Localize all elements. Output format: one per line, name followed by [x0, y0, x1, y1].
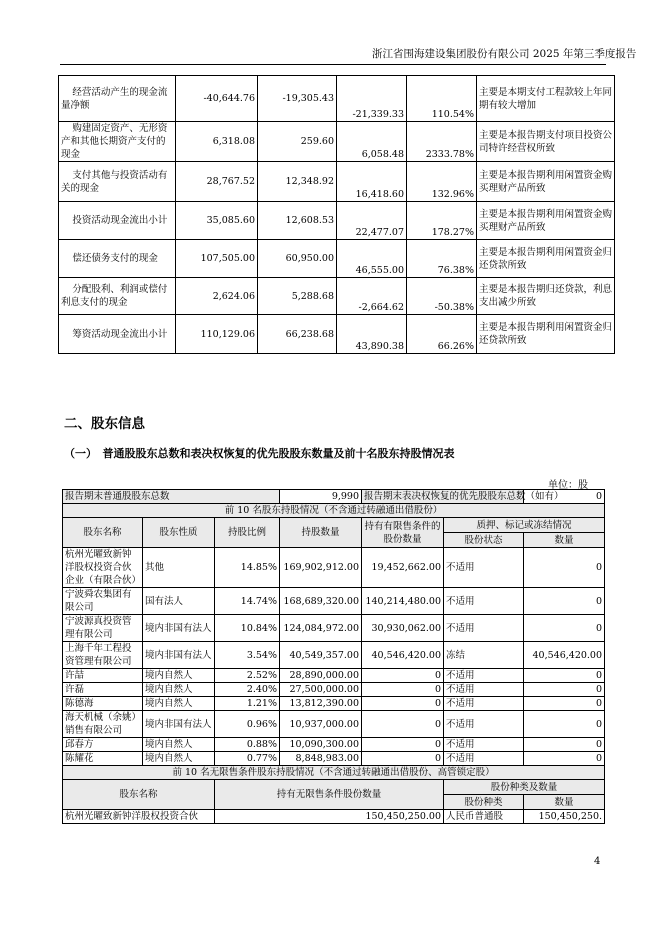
cashflow-prior: 5,288.68 — [258, 278, 337, 315]
shareholder-nature: 境内非国有法人 — [143, 711, 215, 738]
shareholder-restricted: 0 — [362, 669, 444, 683]
u-col-qty: 持有无限售条件股份数量 — [215, 780, 444, 810]
report-header: 浙江省围海建设集团股份有限公司 2025 年第三季度报告 — [372, 48, 637, 60]
u-col-name: 股东名称 — [63, 780, 215, 810]
shareholder-restricted: 0 — [362, 752, 444, 766]
cashflow-reason: 主要是本报告期利用闲置资金归还贷款所致 — [477, 315, 615, 354]
shareholder-ratio: 14.74% — [215, 588, 280, 615]
cashflow-reason: 主要是本报告期利用闲置资金购买理财产品所致 — [477, 202, 615, 240]
shareholder-qty: 168,689,320.00 — [280, 588, 362, 615]
cashflow-row — [59, 202, 615, 240]
shareholder-row — [63, 642, 605, 669]
total-holders-label: 报告期末普通股股东总数 — [63, 490, 280, 504]
shareholder-qty: 10,937,000.00 — [280, 711, 362, 738]
shareholder-qty: 13,812,390.00 — [280, 697, 362, 711]
shareholder-name: 许喆 — [63, 669, 143, 683]
shareholder-pledge-amount: 0 — [524, 588, 605, 615]
shareholder-name: 宁波源真投资管理有限公司 — [63, 615, 143, 642]
shareholder-name: 上海千年工程投资管理有限公司 — [63, 642, 143, 669]
cashflow-change: 6,058.48 — [337, 122, 407, 162]
header-divider — [60, 64, 606, 65]
cashflow-item: 偿还债务支付的现金 — [59, 240, 176, 278]
u-col-amount: 数量 — [524, 795, 605, 810]
col-status: 股份状态 — [444, 533, 524, 548]
cashflow-prior: 259.60 — [258, 122, 337, 162]
cashflow-current: 2,624.06 — [176, 278, 258, 315]
shareholder-pledge-amount: 0 — [524, 697, 605, 711]
u-col-type: 股份种类 — [444, 795, 524, 810]
shareholder-qty: 28,890,000.00 — [280, 669, 362, 683]
shareholder-status: 冻结 — [444, 642, 524, 669]
cashflow-reason: 主要是本报告期利用闲置资金购买理财产品所致 — [477, 162, 615, 202]
cashflow-change-pct: -50.38% — [407, 278, 477, 315]
shareholder-restricted: 30,930,062.00 — [362, 615, 444, 642]
cashflow-table — [58, 75, 615, 354]
shareholder-qty: 169,902,912.00 — [280, 548, 362, 588]
shareholder-pledge-amount: 0 — [524, 738, 605, 752]
unrestricted-name: 杭州光曜致新钟洋股权投资合伙 — [63, 810, 215, 824]
shareholder-nature: 国有法人 — [143, 588, 215, 615]
cashflow-row — [59, 278, 615, 315]
shareholder-name: 邱春方 — [63, 738, 143, 752]
cashflow-change-pct: 132.96% — [407, 162, 477, 202]
total-holders-value: 9,990 — [280, 490, 362, 504]
cashflow-change: -2,664.62 — [337, 278, 407, 315]
shareholder-ratio: 1.21% — [215, 697, 280, 711]
shareholder-name: 陈德海 — [63, 697, 143, 711]
shareholder-nature: 境内自然人 — [143, 669, 215, 683]
shareholder-row — [63, 588, 605, 615]
cashflow-current: 6,318.08 — [176, 122, 258, 162]
shareholder-ratio: 0.88% — [215, 738, 280, 752]
shareholder-status: 不适用 — [444, 697, 524, 711]
shareholder-ratio: 3.54% — [215, 642, 280, 669]
page-number: 4 — [594, 856, 601, 867]
cashflow-reason: 主要是本报告期支付项目投资公司特许经营权所致 — [477, 122, 615, 162]
cashflow-change-pct: 66.26% — [407, 315, 477, 354]
shareholder-status: 不适用 — [444, 711, 524, 738]
cashflow-prior: -19,305.43 — [258, 76, 337, 122]
cashflow-row — [59, 122, 615, 162]
shareholder-restricted: 19,452,662.00 — [362, 548, 444, 588]
shareholder-qty: 27,500,000.00 — [280, 683, 362, 697]
shareholder-nature: 境内自然人 — [143, 738, 215, 752]
pref-holders-label: 报告期末表决权恢复的优先股股东总数（如有） — [362, 490, 524, 504]
cashflow-current: 110,129.06 — [176, 315, 258, 354]
cashflow-change-pct: 178.27% — [407, 202, 477, 240]
shareholder-status: 不适用 — [444, 683, 524, 697]
shareholder-ratio: 2.52% — [215, 669, 280, 683]
shareholder-table — [62, 489, 605, 824]
unrestricted-row — [63, 810, 605, 824]
cashflow-prior: 60,950.00 — [258, 240, 337, 278]
shareholder-row — [63, 752, 605, 766]
shareholder-restricted: 0 — [362, 711, 444, 738]
shareholder-name: 陈耀花 — [63, 752, 143, 766]
cashflow-reason: 主要是本报告期利用闲置资金归还贷款所致 — [477, 240, 615, 278]
shareholder-nature: 境内自然人 — [143, 683, 215, 697]
shareholder-qty: 40,549,357.00 — [280, 642, 362, 669]
col-ratio: 持股比例 — [215, 518, 280, 548]
pref-holders-value: 0 — [524, 490, 605, 504]
shareholder-ratio: 10.84% — [215, 615, 280, 642]
shareholder-row — [63, 711, 605, 738]
cashflow-item: 投资活动现金流出小计 — [59, 202, 176, 240]
unrestricted-type: 人民币普通股 — [444, 810, 524, 824]
cashflow-row — [59, 76, 615, 122]
shareholder-row — [63, 683, 605, 697]
shareholder-row — [63, 669, 605, 683]
cashflow-change: 43,890.38 — [337, 315, 407, 354]
shareholder-name: 宁波舜农集团有限公司 — [63, 588, 143, 615]
cashflow-item: 筹资活动现金流出小计 — [59, 315, 176, 354]
u-col-kind: 股份种类及数量 — [444, 780, 605, 795]
cashflow-row — [59, 162, 615, 202]
cashflow-change: -21,339.33 — [337, 76, 407, 122]
col-qty: 持股数量 — [280, 518, 362, 548]
shareholder-restricted: 0 — [362, 683, 444, 697]
unrestricted-qty: 150,450,250.00 — [215, 810, 444, 824]
unrestricted-amount: 150,450,250. — [524, 810, 605, 824]
shareholder-pledge-amount: 0 — [524, 711, 605, 738]
col-nature: 股东性质 — [143, 518, 215, 548]
col-amount: 数量 — [524, 533, 605, 548]
cashflow-row — [59, 315, 615, 354]
shareholder-status: 不适用 — [444, 738, 524, 752]
shareholder-name: 海天机械（余姚）销售有限公司 — [63, 711, 143, 738]
cashflow-change-pct: 76.38% — [407, 240, 477, 278]
col-pledge: 质押、标记或冻结情况 — [444, 518, 605, 533]
shareholder-pledge-amount: 0 — [524, 752, 605, 766]
shareholder-row — [63, 697, 605, 711]
cashflow-item: 经营活动产生的现金流量净额 — [59, 76, 176, 122]
section-subtitle: （一） 普通股股东总数和表决权恢复的优先股股东数量及前十名股东持股情况表 — [64, 447, 455, 460]
cashflow-current: -40,644.76 — [176, 76, 258, 122]
shareholder-ratio: 0.77% — [215, 752, 280, 766]
shareholder-qty: 124,084,972.00 — [280, 615, 362, 642]
section-title: 二、股东信息 — [64, 416, 145, 432]
top10-title: 前 10 名股东持股情况（不含通过转融通出借股份） — [63, 504, 605, 518]
shareholder-restricted: 0 — [362, 697, 444, 711]
shareholder-nature: 境内非国有法人 — [143, 615, 215, 642]
shareholder-pledge-amount: 0 — [524, 548, 605, 588]
shareholder-qty: 8,848,983.00 — [280, 752, 362, 766]
shareholder-status: 不适用 — [444, 615, 524, 642]
shareholder-ratio: 14.85% — [215, 548, 280, 588]
cashflow-change: 16,418.60 — [337, 162, 407, 202]
unit-label: 单位：股 — [548, 480, 588, 491]
shareholder-restricted: 40,546,420.00 — [362, 642, 444, 669]
shareholder-row — [63, 548, 605, 588]
cashflow-row — [59, 240, 615, 278]
cashflow-item: 购建固定资产、无形资产和其他长期资产支付的现金 — [59, 122, 176, 162]
cashflow-change: 22,477.07 — [337, 202, 407, 240]
col-restricted: 持有有限售条件的股份数量 — [362, 518, 444, 548]
shareholder-pledge-amount: 0 — [524, 615, 605, 642]
cashflow-item: 支付其他与投资活动有关的现金 — [59, 162, 176, 202]
cashflow-current: 28,767.52 — [176, 162, 258, 202]
shareholder-nature: 境内非国有法人 — [143, 642, 215, 669]
unrestricted-title: 前 10 名无限售条件股东持股情况（不含通过转融通出借股份、高管锁定股） — [63, 766, 605, 780]
shareholder-row — [63, 738, 605, 752]
cashflow-reason: 主要是本期支付工程款较上年同期有较大增加 — [477, 76, 615, 122]
shareholder-nature: 境内自然人 — [143, 697, 215, 711]
shareholder-status: 不适用 — [444, 752, 524, 766]
shareholder-nature: 其他 — [143, 548, 215, 588]
cashflow-prior: 12,348.92 — [258, 162, 337, 202]
cashflow-item: 分配股利、利润或偿付利息支付的现金 — [59, 278, 176, 315]
col-name: 股东名称 — [63, 518, 143, 548]
shareholder-pledge-amount: 40,546,420.00 — [524, 642, 605, 669]
shareholder-name: 杭州光曜致新钟洋股权投资合伙企业（有限合伙） — [63, 548, 143, 588]
shareholder-pledge-amount: 0 — [524, 683, 605, 697]
shareholder-pledge-amount: 0 — [524, 669, 605, 683]
cashflow-change: 46,555.00 — [337, 240, 407, 278]
shareholder-qty: 10,090,300.00 — [280, 738, 362, 752]
shareholder-restricted: 0 — [362, 738, 444, 752]
shareholder-row — [63, 615, 605, 642]
shareholder-status: 不适用 — [444, 588, 524, 615]
shareholder-status: 不适用 — [444, 548, 524, 588]
shareholder-ratio: 0.96% — [215, 711, 280, 738]
shareholder-ratio: 2.40% — [215, 683, 280, 697]
shareholder-name: 许磊 — [63, 683, 143, 697]
shareholder-restricted: 140,214,480.00 — [362, 588, 444, 615]
cashflow-current: 107,505.00 — [176, 240, 258, 278]
shareholder-nature: 境内自然人 — [143, 752, 215, 766]
cashflow-change-pct: 2333.78% — [407, 122, 477, 162]
cashflow-prior: 12,608.53 — [258, 202, 337, 240]
cashflow-reason: 主要是本报告期归还贷款，利息支出减少所致 — [477, 278, 615, 315]
shareholder-status: 不适用 — [444, 669, 524, 683]
cashflow-prior: 66,238.68 — [258, 315, 337, 354]
cashflow-current: 35,085.60 — [176, 202, 258, 240]
cashflow-change-pct: 110.54% — [407, 76, 477, 122]
